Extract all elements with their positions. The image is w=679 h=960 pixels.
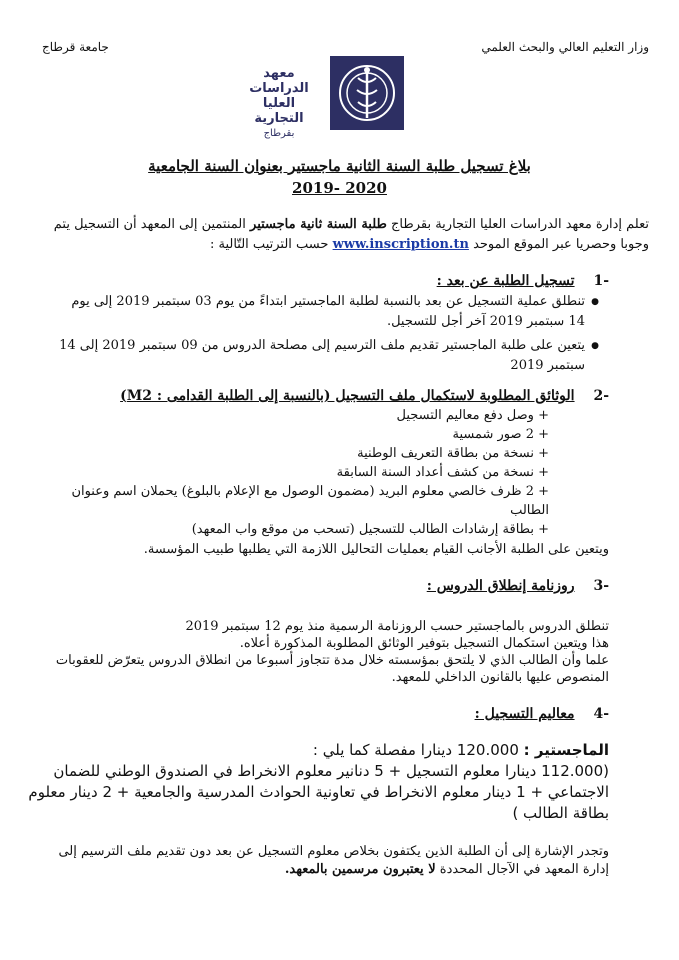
title-line-2: 2019- 2020	[292, 179, 387, 197]
section-2-title: الوثائق المطلوبة لاستكمال ملف التسجيل (بالنسبة إلى الطلبة القدامى : M2)	[120, 388, 575, 404]
fees-breakdown: (112.000 دينارا معلوم التسجيل + 5 دنانير معلوم الانخراط في الصندوق الوطني للضمان الاجتماعي + 1 دينار معلوم الانخراط في تعاونية الحوادث المدرسية والجامعية + 2 دينار معلوم بطاقة الطالب )	[28, 762, 609, 822]
fees-label: الماجستير :	[523, 741, 609, 759]
required-documents-list	[49, 406, 549, 539]
schedule-line: هذا ويتعين استكمال التسجيل بتوفير الوثائق المطلوبة المذكورة أعلاه.	[239, 636, 609, 651]
intro-part-2: المنتمين إلى المعهد أن التسجيل يتم وجوبا وحصريا عبر الموقع الموحد	[53, 217, 649, 252]
bullet-item: ● يتعين على طلبة الماجستير تقديم ملف الترسيم إلى مصلحة الدروس من 09 سبتمبر 2019 إلى 14 سبتمبر 2019	[59, 336, 599, 376]
final-note	[49, 843, 609, 879]
intro-paragraph	[29, 215, 649, 255]
document-item: + 2 ظرف خالصي معلوم البريد (مضمون الوصول مع الإعلام بالبلوغ) يحملان اسم وعنوان الطالب	[49, 482, 549, 520]
final-note-text: وتجدر الإشارة إلى أن الطلبة الذين يكتفون بخلاص معلوم التسجيل عن بعد دون تقديم ملف الترسيم إلى إدارة المعهد في الآجال المحددة	[58, 844, 609, 877]
course-schedule-paragraph	[49, 618, 609, 686]
intro-part-3: حسب الترتيب التّالية :	[209, 237, 329, 252]
ministry-name: وزار التعليم العالي والبحث العلمي	[481, 40, 649, 54]
intro-bold-1: طلبة السنة ثانية ماجستير	[250, 217, 387, 232]
final-note-bold: لا يعتبرون مرسمين بالمعهد.	[284, 862, 436, 877]
fees-total: 120.000 دينارا مفصلة كما يلي :	[312, 741, 519, 759]
document-title	[0, 155, 679, 199]
section-4-number: -4	[593, 706, 609, 722]
logo-line-1: معهد الدراسات	[249, 66, 309, 96]
bullet-item: ● تنطلق عملية التسجيل عن بعد بالنسبة لطلبة الماجستير ابتداءً من يوم 03 سبتمبر 2019 إلى يوم 14 سبتمبر 2019 آخر أجل للتسجيل.	[59, 292, 599, 332]
section-1-bullets	[59, 292, 599, 380]
section-4-heading	[475, 706, 609, 722]
section-1-title: تسجيل الطلبة عن بعد :	[436, 273, 575, 289]
section-4-title: معاليم التسجيل :	[474, 706, 575, 722]
intro-part-1: تعلم إدارة معهد الدراسات العليا التجارية بقرطاج	[391, 217, 649, 232]
inscription-link[interactable]: www.inscription.tn	[332, 237, 469, 252]
schedule-line: تنطلق الدروس بالماجستير حسب الروزنامة الرسمية منذ يوم 12 سبتمبر 2019	[185, 619, 609, 634]
university-name: جامعة قرطاج	[42, 40, 109, 54]
document-item: + نسخة من كشف أعداد السنة السابقة	[49, 463, 549, 482]
section-1-heading	[437, 273, 609, 289]
foreign-students-note: ويتعين على الطلبة الأجانب القيام بعمليات التحاليل اللازمة التي يطلبها طبيب المؤسسة.	[143, 542, 609, 557]
fees-details	[19, 740, 609, 824]
section-3-title: روزنامة إنطلاق الدروس :	[426, 578, 575, 594]
section-1-number: -1	[593, 273, 609, 289]
institute-logo-text	[238, 66, 320, 141]
schedule-line: علما وأن الطالب الذي لا يلتحق بمؤسسته خلال مدة تتجاوز أسبوعا من انطلاق الدروس يتعرّض للعقوبات المنصوص عليها بالقانون الداخلي للمعهد.	[55, 653, 609, 685]
section-2-number: -2	[593, 388, 609, 404]
fees-summary	[19, 740, 609, 761]
logo-line-3: بقرطاج	[263, 128, 295, 139]
section-2-heading	[120, 388, 609, 404]
institute-emblem-icon	[330, 56, 404, 130]
logo-line-2: العليا التجارية	[254, 96, 304, 126]
document-item: + وصل دفع معاليم التسجيل	[49, 406, 549, 425]
title-line-1: بلاغ تسجيل طلبة السنة الثانية ماجستير بعنوان السنة الجامعية	[148, 157, 531, 175]
document-item: + نسخة من بطاقة التعريف الوطنية	[49, 444, 549, 463]
document-item: + بطاقة إرشادات الطالب للتسجيل (تسحب من موقع واب المعهد)	[49, 520, 549, 539]
section-3-heading	[427, 578, 609, 594]
section-3-number: -3	[593, 578, 609, 594]
document-item: + 2 صور شمسية	[49, 425, 549, 444]
